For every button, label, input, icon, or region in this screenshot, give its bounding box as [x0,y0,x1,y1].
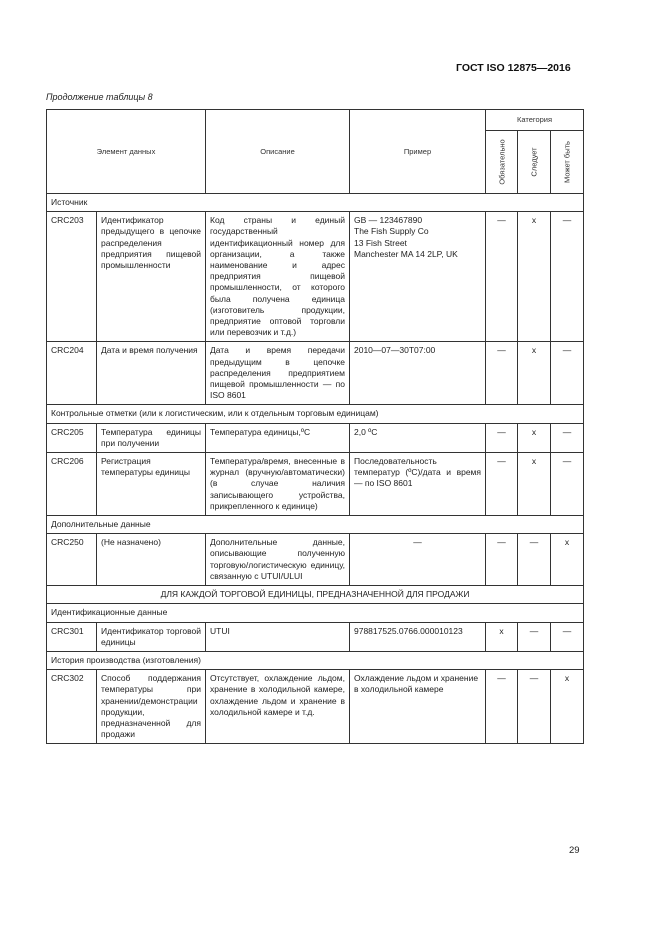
section-each-trade-unit: ДЛЯ КАЖДОЙ ТОРГОВОЙ ЕДИНИЦЫ, ПРЕДНАЗНАЧЕННОЙ ДЛЯ ПРОДАЖИ [47,586,584,604]
col-header-mandatory-label: Обязательно [496,139,506,185]
row-description: UTUI [206,622,350,651]
row-code: CRC203 [47,212,97,342]
section-control-marks [47,405,584,423]
section-control-marks-title: Контрольные отметки [51,408,137,419]
row-example: 2,0 ºC [350,423,486,452]
row-may: — [551,212,584,342]
row-example: Последовательность температур (ºC)/дата и время — по ISO 8601 [350,453,486,516]
row-example: Охлаждение льдом и хранение в холодильной камере [350,670,486,744]
section-control-marks-note: (или к логистическим, или к отдельным торговым единицам) [136,408,379,419]
page-number: 29 [569,845,580,856]
row-example-line: GB — 123467890 [354,215,423,226]
row-mandatory: — [486,534,518,586]
row-example [350,212,486,342]
data-elements-table [46,109,584,744]
col-header-example: Пример [350,110,486,194]
row-should: x [518,423,551,452]
table-row [47,453,584,516]
row-description: Отсутствует, охлаждение льдом, хранение в холодильной камере, охлаждение льдом и хранение в холодильной камере и т.д. [206,670,350,744]
row-may: x [551,534,584,586]
row-description: Температура/время, внесенные в журнал (вручную/автоматически) (в случае наличия записывающего устройства, прикрепленного к единице) [206,453,350,516]
col-header-should [518,131,551,194]
row-mandatory: — [486,670,518,744]
col-header-may-label: Может быть [562,141,572,183]
row-code: CRC302 [47,670,97,744]
section-identification: Идентификационные данные [47,604,584,622]
row-element: Идентификатор торговой единицы [97,622,206,651]
row-may: — [551,423,584,452]
row-element: Идентификатор предыдущего в цепочке распределения предприятия пищевой промышленности [97,212,206,342]
row-example-line: 13 Fish Street [354,237,407,248]
row-code: CRC204 [47,342,97,405]
table-row [47,342,584,405]
row-should: x [518,453,551,516]
row-mandatory: — [486,342,518,405]
table-row [47,670,584,744]
row-should: x [518,342,551,405]
row-mandatory: — [486,423,518,452]
table-row [47,423,584,452]
col-header-should-label: Следует [529,147,539,177]
row-element: Способ поддержания температуры при хранении/демонстрации продукции, предназначенной для продажи [97,670,206,744]
col-header-may [551,131,584,194]
row-element: Дата и время получения [97,342,206,405]
row-code: CRC250 [47,534,97,586]
row-code: CRC205 [47,423,97,452]
row-description: Температура единицы,ºC [206,423,350,452]
row-example: 2010—07—30T07:00 [350,342,486,405]
row-may: — [551,342,584,405]
row-should: — [518,622,551,651]
row-may: x [551,670,584,744]
row-should: — [518,670,551,744]
row-should: — [518,534,551,586]
table-row [47,212,584,342]
table-row [47,534,584,586]
col-header-category: Категория [486,110,584,131]
table-continuation-caption: Продолжение таблицы 8 [46,92,153,102]
section-source: Источник [47,194,584,212]
row-code: CRC301 [47,622,97,651]
row-may: — [551,622,584,651]
row-description: Код страны и единый государственный идентификационный номер для организации, а также наименование и адрес предприятия пищевой промышленности, от которого была получена единица (изготовитель продукции, предприятие оптовой торговли или перевозчик и т.д.) [206,212,350,342]
table-row [47,622,584,651]
section-production-history: История производства (изготовления) [47,651,584,669]
row-should: x [518,212,551,342]
row-description: Дополнительные данные, описывающие полученную торговую/логистическую единицу, связанную с UTUI/ULUI [206,534,350,586]
document-header: ГОСТ ISO 12875—2016 [456,62,571,74]
row-element: (Не назначено) [97,534,206,586]
row-example: 978817525.0766.000010123 [350,622,486,651]
row-element: Регистрация температуры единицы [97,453,206,516]
row-mandatory: x [486,622,518,651]
row-mandatory: — [486,212,518,342]
row-example-line: Manchester MA 14 2LP, UK [354,248,458,259]
row-may: — [551,453,584,516]
section-additional: Дополнительные данные [47,516,584,534]
row-example-line: The Fish Supply Co [354,226,429,237]
row-description: Дата и время передачи предыдущим в цепочке распределения предприятием пищевой промышленности — по ISO 8601 [206,342,350,405]
col-header-mandatory [486,131,518,194]
row-element: Температура единицы при получении [97,423,206,452]
row-example: — [350,534,486,586]
col-header-description: Описание [206,110,350,194]
row-code: CRC206 [47,453,97,516]
row-mandatory: — [486,453,518,516]
col-header-element: Элемент данных [47,110,206,194]
